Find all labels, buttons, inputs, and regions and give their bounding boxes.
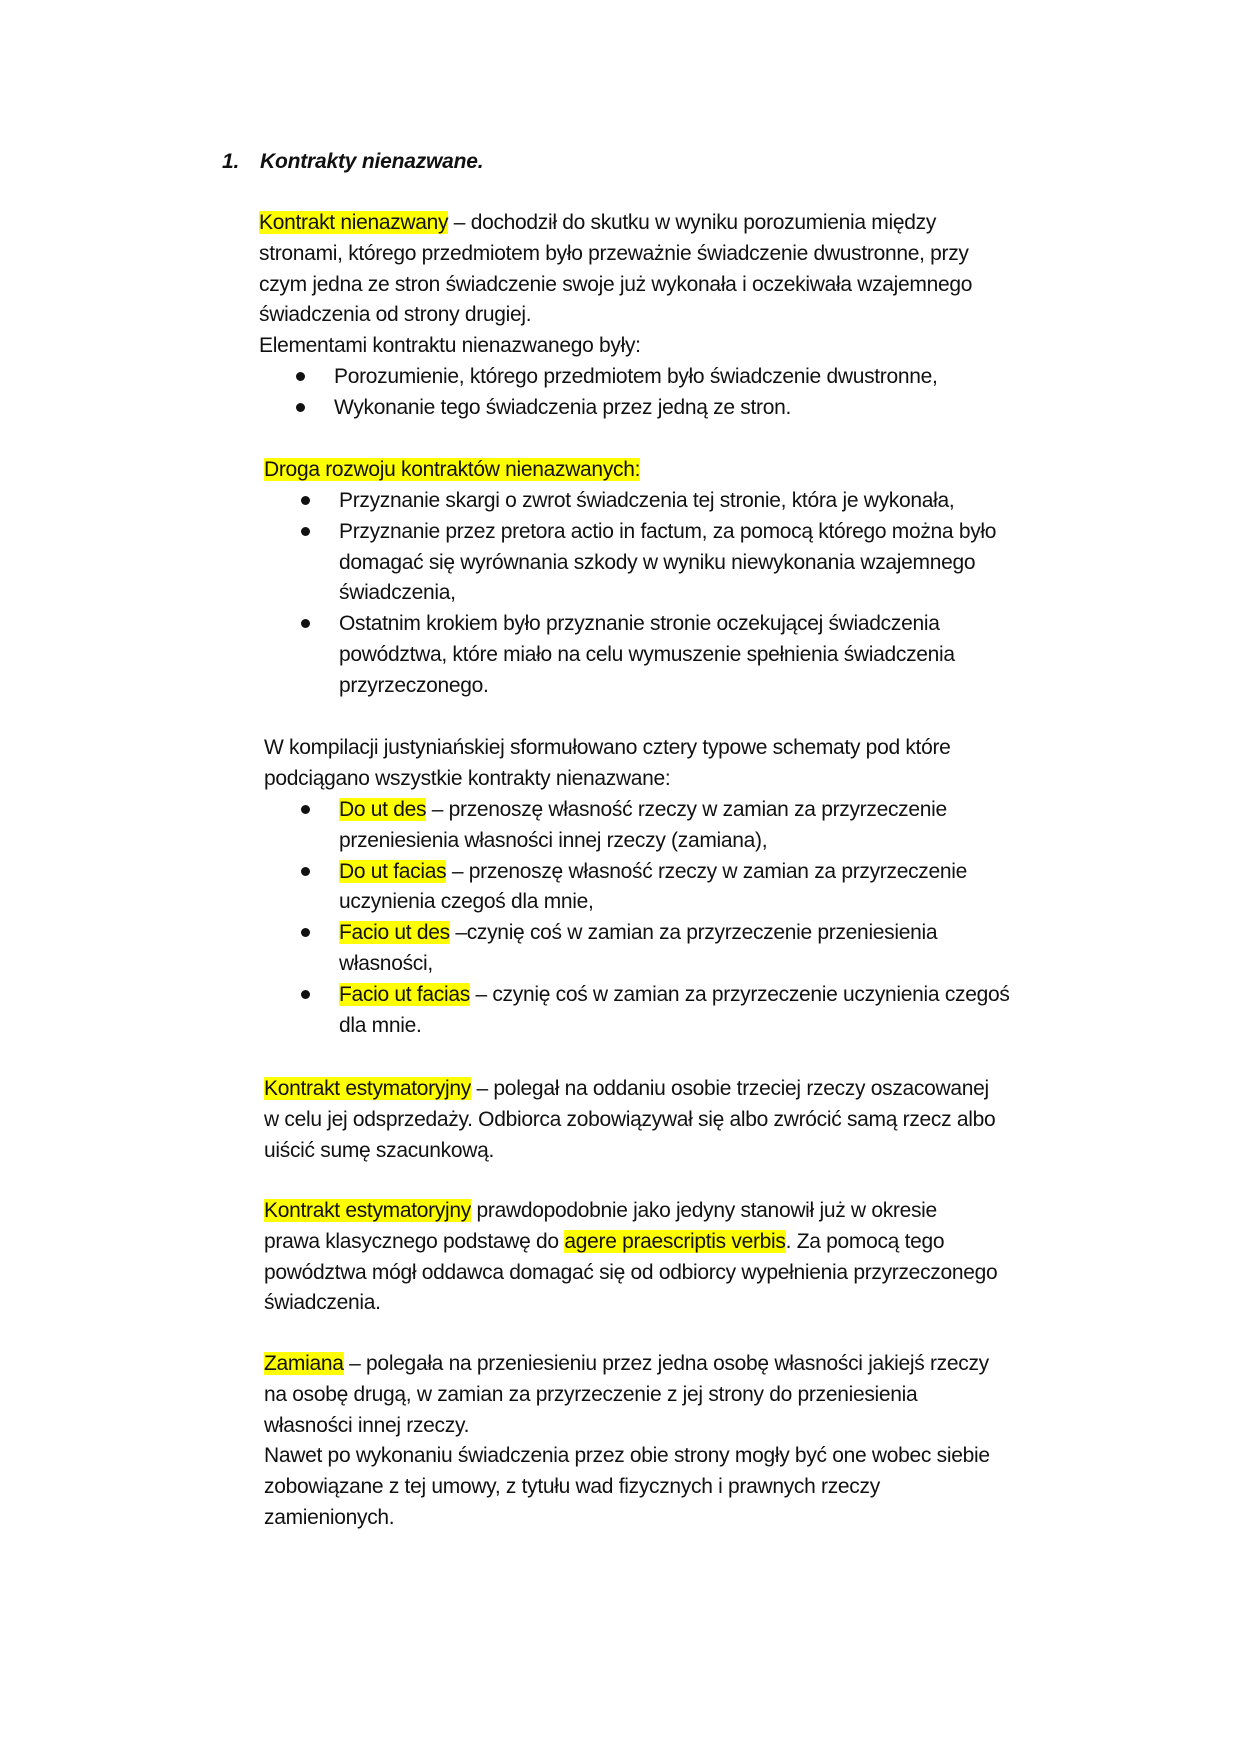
list-item-text: – przenoszę własność rzeczy w zamian za przyrzeczenie [446, 859, 967, 883]
text-line: świadczenia od strony drugiej. [259, 303, 532, 327]
text-line: prawa klasycznego podstawę do [264, 1229, 565, 1253]
text-line: . Za pomocą tego [785, 1229, 945, 1253]
term-highlight: agere praescriptis verbis [564, 1229, 786, 1253]
list-item [264, 795, 1010, 857]
text-line: podciągano wszystkie kontrakty nienazwane: [264, 766, 671, 790]
list-item-text: uczynienia czegoś dla mnie, [339, 890, 594, 914]
list-item-text: przeniesienia własności innej rzeczy (zamiana), [339, 828, 768, 852]
text-line: w celu jej odsprzedaży. Odbiorca zobowiązywał się albo zwrócić samą rzecz albo [264, 1107, 996, 1131]
unnamed-contract-definition [259, 208, 972, 362]
text-line: na osobę drugą, w zamian za przyrzeczenie z jej strony do przeniesienia [264, 1382, 918, 1406]
text-line: – polegał na oddaniu osobie trzeciej rzeczy oszacowanej [470, 1077, 989, 1100]
list-item-text: domagać się wyrównania szkody w wyniku niewykonania wzajemnego [339, 550, 976, 574]
list-item-text: – czynię coś w zamian za przyrzeczenie uczynienia czegoś [469, 982, 1010, 1006]
list-item [264, 857, 1010, 919]
text-line: uiścić sumę szacunkową. [264, 1138, 495, 1162]
list-item-text: Porozumienie, którego przedmiotem było świadczenie dwustronne, [334, 365, 938, 388]
term-highlight: Do ut facias [339, 859, 447, 883]
term-highlight: Zamiana [264, 1352, 344, 1375]
list-item [259, 393, 938, 424]
estimatory-contract-note [264, 1196, 997, 1319]
exchange-definition [264, 1349, 990, 1534]
list-item [264, 517, 996, 609]
term-highlight: Droga rozwoju kontraktów nienazwanych: [264, 458, 641, 481]
heading-number: 1. [222, 150, 240, 173]
justinian-schemes-intro [264, 733, 951, 795]
term-highlight: Kontrakt estymatoryjny [264, 1199, 471, 1222]
list-item [264, 609, 996, 701]
list-item-text: powództwa, które miało na celu wymuszenie spełnienia świadczenia [339, 642, 955, 666]
text-line: stronami, którego przedmiotem było przeważnie świadczenie dwustronne, przy [259, 241, 969, 265]
list-item-text: własności, [339, 951, 433, 975]
estimatory-contract-definition [264, 1074, 995, 1166]
text-line: – polegała na przeniesieniu przez jedna osobę własności jakiejś rzeczy [343, 1352, 989, 1375]
list-item-text: Ostatnim krokiem było przyznanie stronie oczekującej świadczenia [339, 612, 940, 636]
elements-list [259, 362, 938, 424]
list-item-text: Przyznanie skargi o zwrot świadczenia tej stronie, która je wykonała, [339, 489, 955, 512]
text-line: zobowiązane z tej umowy, z tytułu wad fizycznych i prawnych rzeczy [264, 1475, 880, 1499]
list-item-text: Wykonanie tego świadczenia przez jedną ze stron. [334, 395, 792, 419]
text-line: powództwa mógł oddawca domagać się od odbiorcy wypełnienia przyrzeczonego [264, 1260, 998, 1284]
list-item [264, 918, 1010, 980]
list-item [264, 980, 1010, 1042]
term-highlight: Facio ut des [339, 921, 450, 945]
text-line: Elementami kontraktu nienazwanego były: [259, 334, 641, 358]
term-highlight: Do ut des [339, 798, 427, 821]
term-highlight: Kontrakt nienazwany [259, 211, 449, 234]
list-item-text: Przyznanie przez pretora actio in factum, za pomocą którego można było [339, 519, 997, 543]
term-highlight: Kontrakt estymatoryjny [264, 1077, 471, 1100]
list-item [264, 486, 996, 517]
text-line: zamienionych. [264, 1505, 395, 1529]
text-line: – dochodził do skutku w wyniku porozumienia między [448, 211, 937, 234]
text-line: W kompilacji justyniańskiej sformułowano cztery typowe schematy pod które [264, 736, 951, 759]
justinian-schemes-list [264, 795, 1010, 1041]
list-item-text: – przenoszę własność rzeczy w zamian za przyrzeczenie [426, 798, 947, 821]
text-line: świadczenia. [264, 1291, 381, 1315]
list-item-text: przyrzeczonego. [339, 673, 489, 697]
text-line: własności innej rzeczy. [264, 1413, 470, 1437]
list-item-text: świadczenia, [339, 581, 456, 605]
section-heading [222, 150, 483, 174]
heading-title: Kontrakty nienazwane. [260, 150, 484, 173]
list-item-text: dla mnie. [339, 1013, 422, 1037]
term-highlight: Facio ut facias [339, 982, 470, 1006]
list-item [259, 362, 938, 393]
development-path-list [264, 486, 996, 702]
text-line: czym jedna ze stron świadczenie swoje już wykonała i oczekiwała wzajemnego [259, 272, 973, 296]
list-item-text: –czynię coś w zamian za przyrzeczenie przeniesienia [449, 921, 938, 945]
development-path-title [264, 455, 640, 486]
text-line: prawdopodobnie jako jedyny stanowił już w okresie [470, 1199, 937, 1222]
text-line: Nawet po wykonaniu świadczenia przez obie strony mogły być one wobec siebie [264, 1444, 990, 1468]
